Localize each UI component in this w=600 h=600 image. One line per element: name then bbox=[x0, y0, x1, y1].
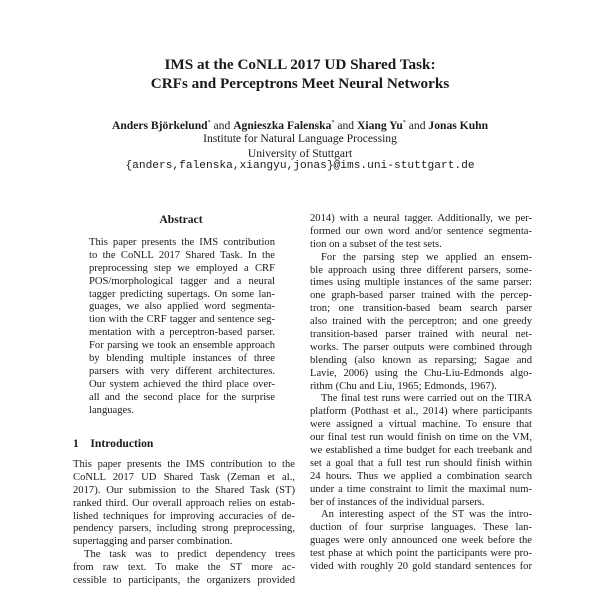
text-line: CoNLL 2017 UD Shared Task (Zeman et al., bbox=[73, 471, 295, 483]
introduction-body bbox=[73, 459, 295, 588]
text-line: by blending multiple instances of three bbox=[89, 353, 275, 365]
text-line: 2017). Our submission to the Shared Task (ST) bbox=[73, 484, 295, 496]
text-line: transition-based parser trained with neural net- bbox=[310, 329, 532, 341]
text-line: under a time constraint to limit the maximal num- bbox=[310, 483, 532, 495]
text-line: tion on a subset of the test sets. bbox=[310, 238, 442, 250]
text-line: mentation with a perceptron-based parser. bbox=[89, 327, 275, 339]
text-line: also trained with the perceptron; and one greedy bbox=[310, 316, 532, 328]
text-line: ranked third. Our overall approach relies on estab- bbox=[73, 497, 295, 509]
text-line: Our system achieved the third place over- bbox=[89, 378, 275, 390]
text-line: one graph-based parser trained with the percep- bbox=[310, 290, 532, 302]
author-mark: * bbox=[207, 120, 211, 126]
author-name: Anders Björkelund bbox=[111, 118, 208, 132]
section-title: Introduction bbox=[90, 437, 154, 450]
paper-title-line-2: CRFs and Perceptrons Meet Neural Networks bbox=[150, 75, 450, 92]
text-line: formed our own word and/or sentence segmenta- bbox=[310, 225, 532, 237]
author-name: Agnieszka Falenska bbox=[233, 118, 332, 132]
text-line: ber of instances of the individual parsers. bbox=[310, 496, 485, 508]
author-emails: {anders,falenska,xiangyu,jonas}@ims.uni-stuttgart.de bbox=[125, 160, 475, 172]
text-line: blending (also known as reparsing; Sagae and bbox=[310, 354, 532, 366]
text-line: rithm (Chu and Liu, 1965; Edmonds, 1967). bbox=[310, 380, 497, 392]
text-line: supertagging and parser combination. bbox=[73, 536, 233, 548]
text-line: This paper presents the IMS contribution bbox=[89, 237, 275, 248]
text-line: 2014) with a neural tagger. Additionally, we per- bbox=[310, 213, 532, 224]
text-line: guages, we also applied word segmenta- bbox=[89, 301, 275, 313]
text-line: lished techniques for improving accuracies of de- bbox=[73, 510, 295, 522]
author-mark: * bbox=[402, 120, 406, 126]
text-line: works. The parser outputs were combined through bbox=[310, 341, 532, 353]
text-line: were assigned a virtual machine. To ensure that bbox=[310, 419, 532, 431]
text-line: languages. bbox=[89, 404, 135, 416]
text-line: preprocessing step we employed a CRF bbox=[89, 262, 275, 274]
abstract-body bbox=[89, 237, 275, 417]
text-line: vided with roughly 20 gold standard sentences for bbox=[310, 561, 532, 573]
text-line: pendency parsers, including strong preprocessing, bbox=[73, 523, 295, 535]
and-word: and bbox=[408, 118, 426, 132]
affiliation-institute: Institute for Natural Language Processing bbox=[203, 132, 397, 145]
text-line: duction of four surprise languages. These lan- bbox=[310, 522, 532, 534]
text-line: 24 hours. Thus we applied a combination search bbox=[310, 470, 532, 482]
text-line: parsers with very different architectures. bbox=[89, 365, 275, 377]
text-line: The task was to predict dependency trees bbox=[84, 549, 295, 561]
and-word: and bbox=[337, 118, 355, 132]
text-line: set a goal that a full test run should finish within bbox=[310, 457, 532, 469]
affiliation-university: University of Stuttgart bbox=[247, 147, 353, 160]
section-heading-introduction bbox=[73, 437, 153, 450]
text-line: cessible to participants, the organizers provided bbox=[73, 575, 295, 587]
text-line: This paper presents the IMS contribution to the bbox=[73, 459, 295, 470]
text-line: An interesting aspect of the ST was the intro- bbox=[321, 509, 532, 521]
text-line: ble approach using three different parsers, some- bbox=[310, 264, 532, 276]
text-line: test phase at which point the participants were pro- bbox=[310, 548, 532, 560]
text-line: tagger predicting supertags. On some lan- bbox=[89, 288, 275, 300]
text-line: Lavie, 2006) using the Chu-Liu-Edmonds algo- bbox=[310, 367, 532, 379]
text-line: from raw text. To make the ST more ac- bbox=[73, 562, 295, 574]
text-line: all and the second place for the surprise bbox=[89, 391, 275, 403]
text-line: guages were only announced one week before the bbox=[310, 535, 532, 547]
text-line: For parsing we took an ensemble approach bbox=[89, 340, 275, 352]
author-name: Jonas Kuhn bbox=[428, 118, 489, 132]
author-name: Xiang Yu bbox=[357, 118, 403, 132]
abstract-heading: Abstract bbox=[159, 213, 203, 226]
text-line: to the CoNLL 2017 Shared Task. In the bbox=[89, 249, 275, 261]
and-word: and bbox=[213, 118, 231, 132]
text-line: times using multiple instances of the same parser: bbox=[310, 277, 532, 289]
author-mark: * bbox=[331, 120, 335, 126]
text-line: The final test runs were carried out on the TIRA bbox=[321, 393, 532, 405]
text-line: we established a time budget for each treebank and bbox=[310, 445, 532, 457]
paper-title-line-1: IMS at the CoNLL 2017 UD Shared Task: bbox=[164, 56, 436, 73]
text-line: tron; one transition-based beam search parser bbox=[310, 303, 532, 315]
section-number: 1 bbox=[73, 437, 79, 450]
text-line: tion with the CRF tagger and sentence seg- bbox=[89, 314, 275, 326]
text-line: platform (Potthast et al., 2014) where participants bbox=[310, 406, 532, 418]
text-line: POS/morphological tagger and a neural bbox=[89, 275, 275, 287]
text-line: our final test run would finish on time on the VM, bbox=[310, 432, 532, 444]
text-line: For the parsing step we applied an ensem- bbox=[321, 251, 532, 263]
right-column-body bbox=[310, 213, 532, 574]
